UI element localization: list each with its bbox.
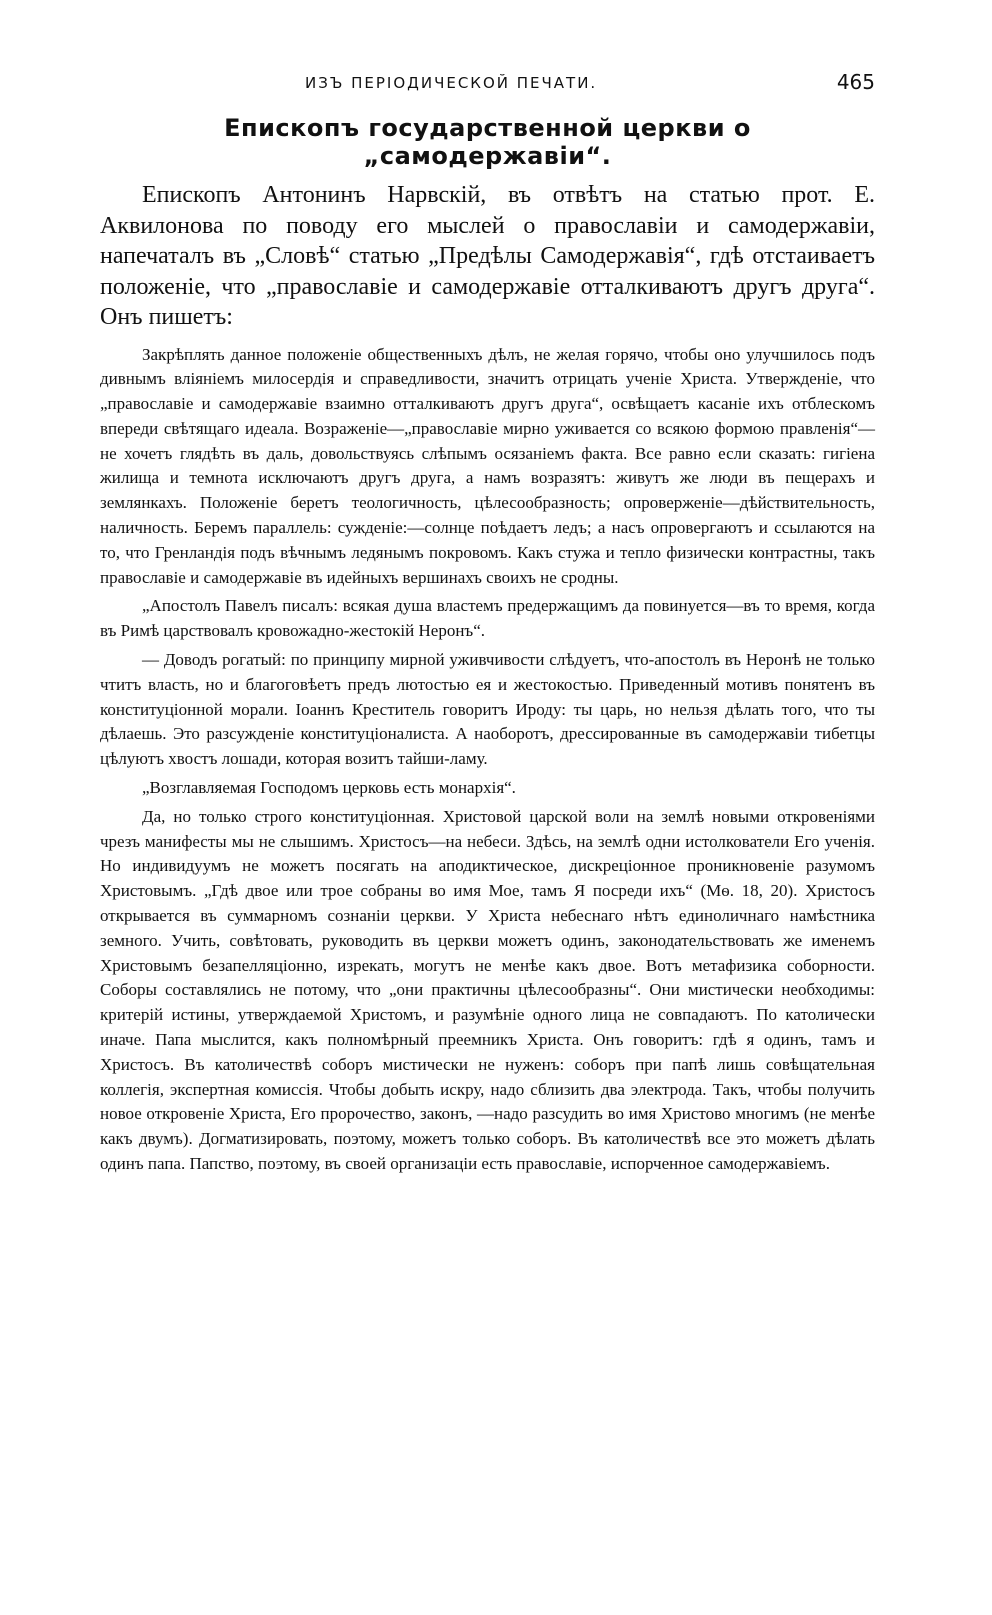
intro-paragraph: Епископъ Антонинъ Нарвскій, въ отвѣтъ на статью прот. Е. Аквилонова по поводу его мыслей о православіи и самодержавіи, напечаталъ въ „Словѣ“ статью „Предѣлы Самодержавія“, гдѣ отстаиваетъ положеніе, что „православіе и самодержавіе отталкиваютъ другъ друга“. Онъ пишетъ: bbox=[100, 182, 875, 330]
book-page bbox=[100, 60, 875, 1181]
running-title: ИЗЪ ПЕРІОДИЧЕСКОЙ ПЕЧАТИ. bbox=[305, 74, 598, 92]
body-paragraph: „Возглавляемая Господомъ церковь есть монархія“. bbox=[142, 778, 516, 798]
page-number: 465 bbox=[836, 70, 875, 94]
body-paragraph: „Апостолъ Павелъ писалъ: всякая душа властемъ предержащимъ да повинуется—въ то время, когда въ Римѣ царствовалъ кровожадно-жестокій Неронъ“. bbox=[100, 596, 875, 641]
body-paragraph: — Доводъ рогатый: по принципу мирной уживчивости слѣдуетъ, что-апостолъ въ Неронѣ не только чтитъ власть, но и благоговѣетъ предъ лютостью ея и жестокостью. Приведенный мотивъ понятенъ въ конституціонной морали. Іоаннъ Креститель говоритъ Ироду: ты царь, но нельзя дѣлать того, что ты дѣлаешь. Это разсужденіе конституціоналиста. А наоборотъ, дрессированные въ самодержавіи тибетцы цѣлуютъ хвостъ лошади, которая возитъ тайши-ламу. bbox=[100, 650, 875, 769]
body-paragraph: Закрѣплять данное положеніе общественныхъ дѣлъ, не желая горячо, чтобы оно улучшилось подъ дивнымъ вліяніемъ милосердія и справедливости, значитъ отрицать ученіе Христа. Утвержденіе, что „православіе и самодержавіе взаимно отталкиваютъ другъ друга“, освѣщаетъ касаніе ихъ отблескомъ впереди свѣтящаго идеала. Возраженіе—„православіе мирно уживается со всякою формою правленія“—не хочетъ глядѣть въ даль, довольствуясь слѣпымъ осязаніемъ факта. Все равно если сказать: гигіена жилища и темнота исключаютъ другъ друга, а намъ возразятъ: живутъ же люди въ пещерахъ и землянкахъ. Положеніе беретъ теологичность, цѣлесообразность; опроверженіе—дѣйствительность, наличность. Беремъ параллель: сужденіе:—солнце поѣдаетъ ледъ; а насъ опровергаютъ и ссылаются на то, что Гренландія подъ вѣчнымъ ледянымъ покровомъ. Какъ стужа и тепло физически контрастны, такъ православіе и самодержавіе въ идейныхъ вершинахъ своихъ не сродны. bbox=[100, 344, 875, 587]
body-paragraph: Да, но только строго конституціонная. Христовой царской воли на землѣ новыми откровеніями чрезъ манифесты мы не слышимъ. Христосъ—на небеси. Здѣсь, на землѣ одни истолкователи Его ученія. Но индивидуумъ не можетъ посягать на аподиктическое, дискреціонное проникновеніе разумомъ Христовымъ. „Гдѣ двое или трое собраны во имя Мое, тамъ Я посреди ихъ“ (Мѳ. 18, 20). Христосъ открывается въ суммарномъ сознаніи церкви. У Христа небеснаго нѣтъ единоличнаго намѣстника земного. Учить, совѣтовать, руководить въ церкви можетъ одинъ, законодательствовать же именемъ Христовымъ безапелляціонно, изрекать, могутъ не менѣе какъ двое. Вотъ метафизика соборности. Соборы составлялись не потому, что „они практичны цѣлесообразны“. Они мистически необходимы: критерій истины, утверждаемой Христомъ, и разумѣніе одного лица не совпадаютъ. По католически иначе. Папа мыслится, какъ полномѣрный преемникъ Христа. Онъ говоритъ: гдѣ я одинъ, тамъ и Христосъ. Въ католичествѣ соборъ мистически не нуженъ: соборъ при папѣ лишь совѣщательная коллегія, экспертная комиссія. Чтобы добыть искру, надо сблизить два электрода. Такъ, чтобы получить новое откровеніе Христа, Его пророчество, законъ, —надо разсудить во имя Христово многимъ (не менѣе какъ двумъ). Догматизировать, поэтому, можетъ только соборъ. Въ католичествѣ все это можетъ дѣлать одинъ папа. Папство, поэтому, въ своей организаціи есть православіе, испорченное самодержавіемъ. bbox=[100, 806, 875, 1173]
running-header bbox=[100, 60, 875, 100]
article-title: Епископъ государственной церкви о „самодержавіи“. bbox=[224, 114, 751, 170]
